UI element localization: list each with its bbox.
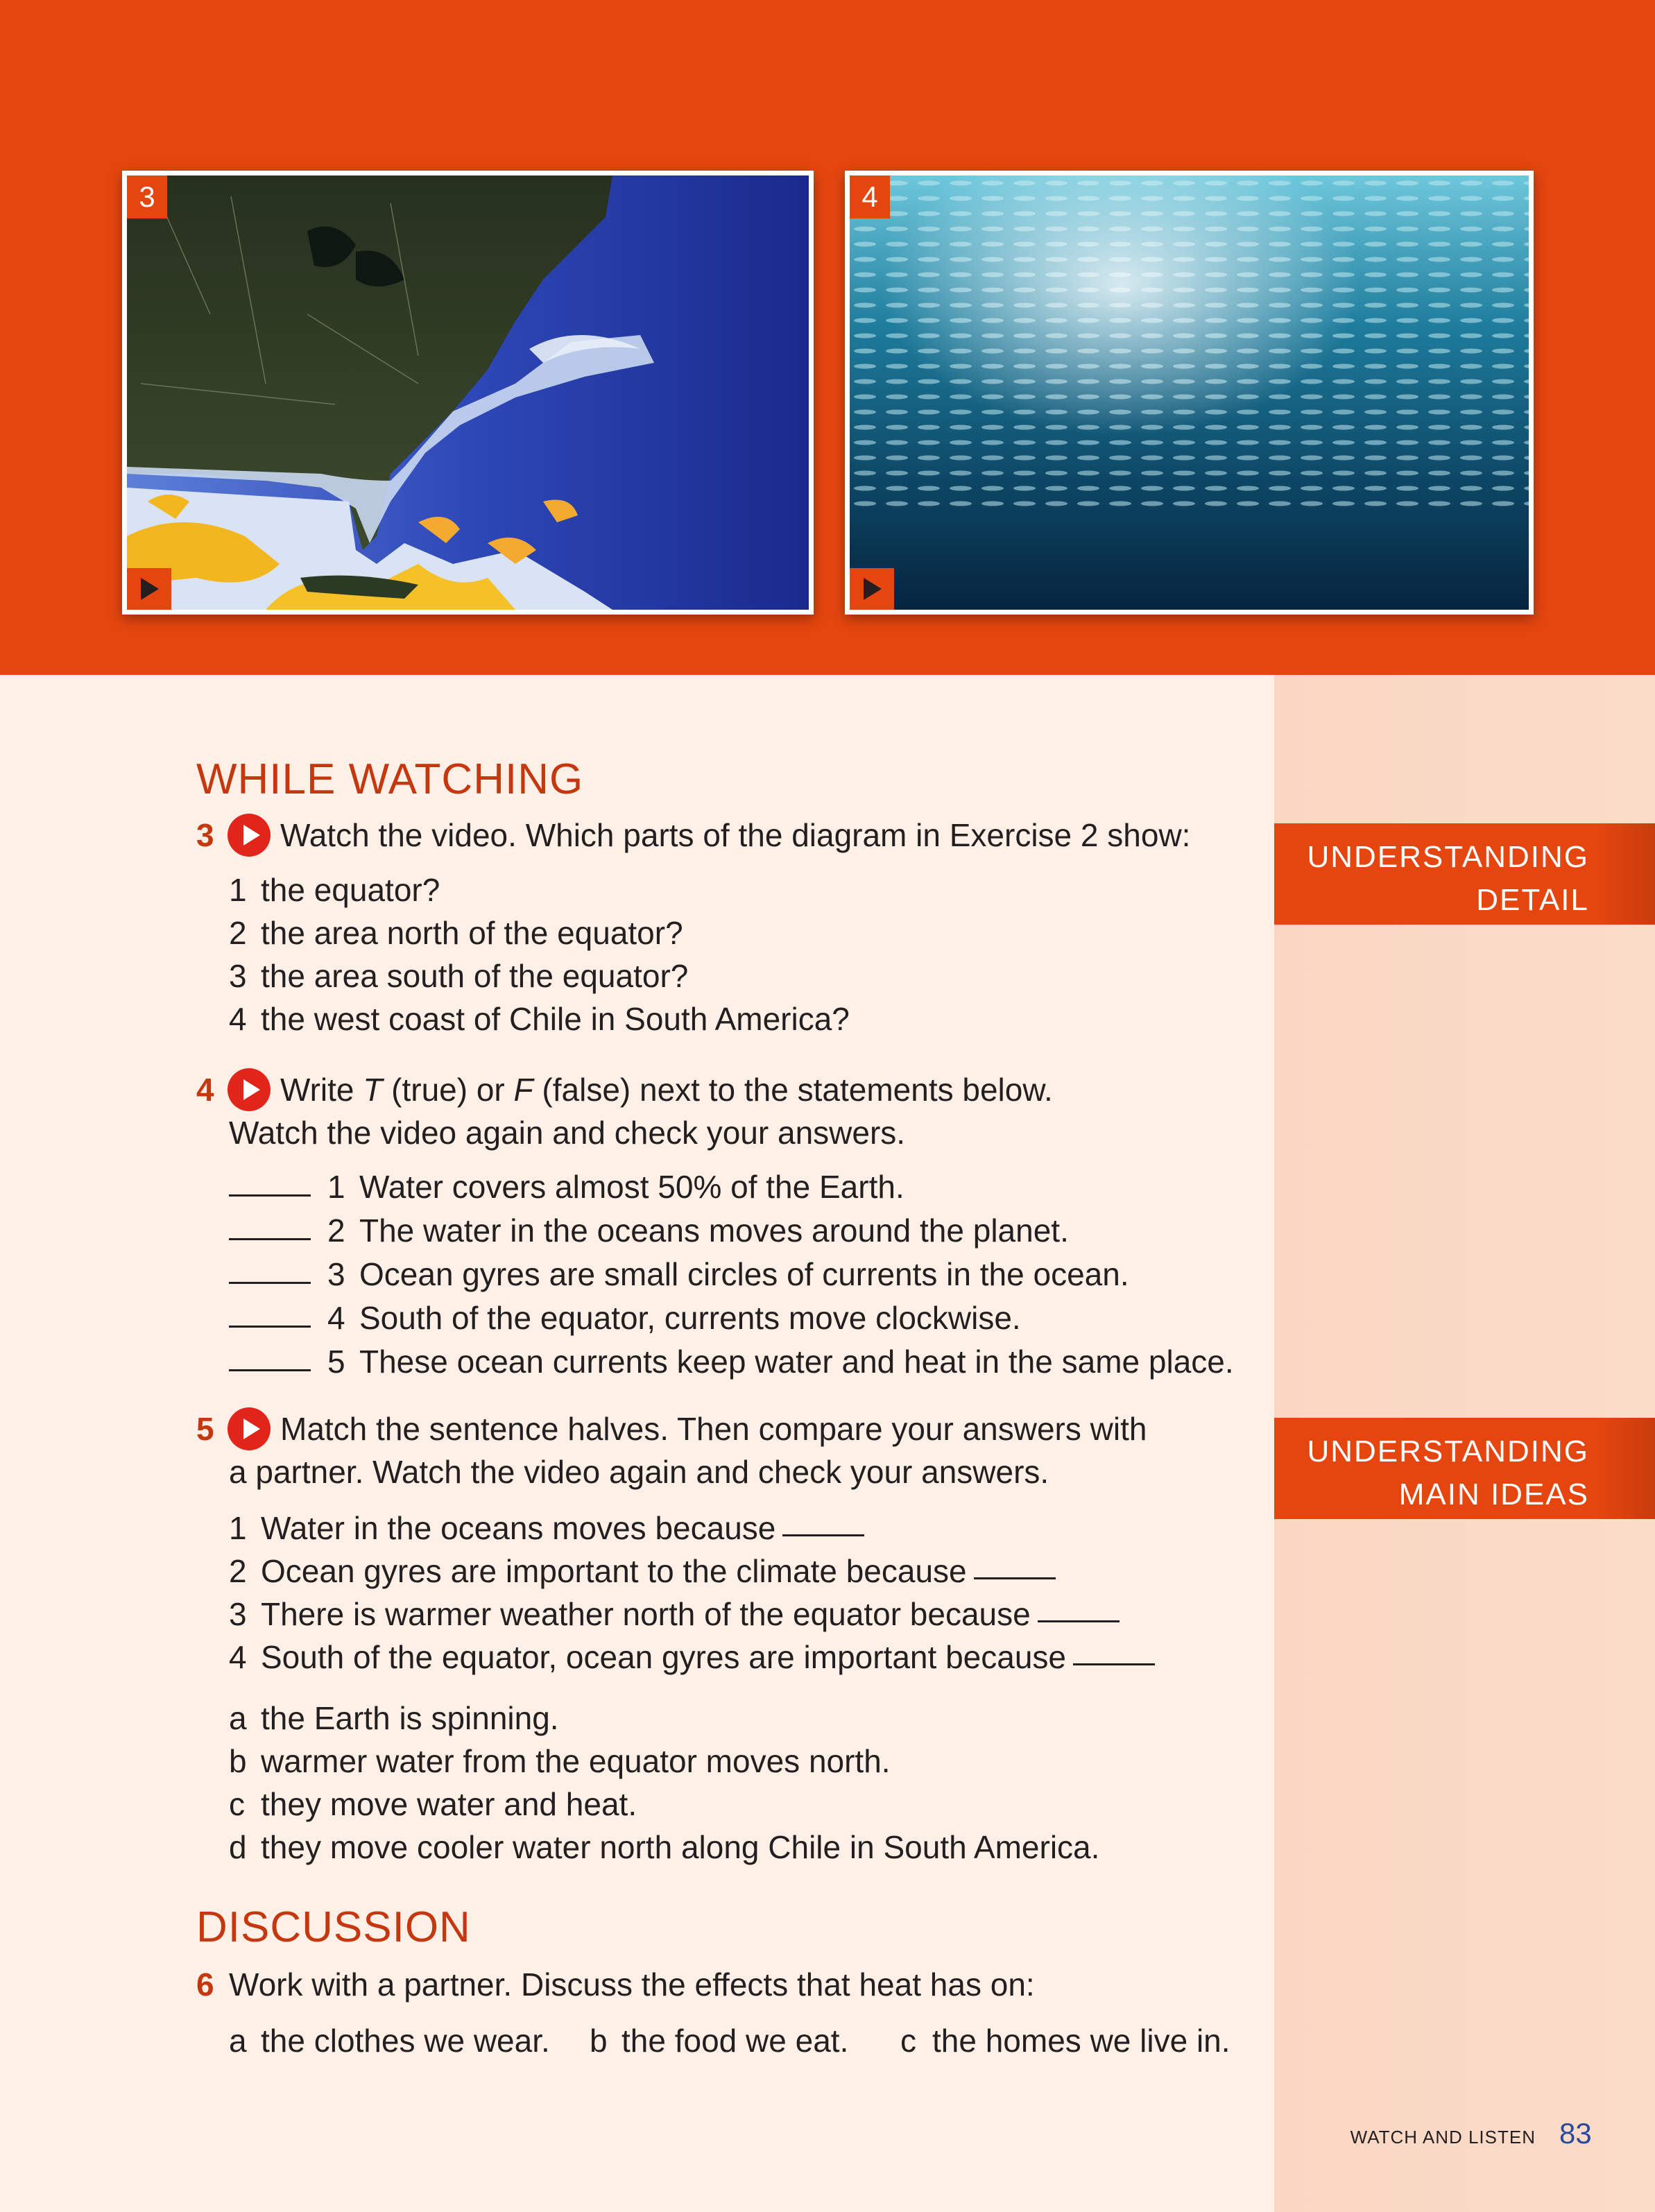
item-text: Ocean gyres are important to the climate because [261,1553,967,1589]
item-text: the food we eat. [621,2023,849,2059]
section-footer-label: WATCH AND LISTEN [1350,2127,1536,2147]
item-text: The water in the oceans moves around the planet. [359,1212,1069,1249]
answer-blank[interactable] [229,1194,311,1197]
item-number: 1 [229,872,247,908]
item-number: 4 [229,1001,247,1037]
list-item [229,1740,891,1783]
side-tab-label: UNDERSTANDING [1307,1434,1589,1468]
item-number: 2 [229,1553,247,1589]
item-number: 2 [229,915,247,951]
video-still-4[interactable] [845,171,1534,615]
item-number: 5 [327,1344,345,1380]
while-watching-heading: WHILE WATCHING [196,755,584,803]
exercise-3-number: 3 [196,817,214,853]
exercise-5-instruction-line2: a partner. Watch the video again and check your answers. [229,1454,1049,1490]
answer-blank[interactable] [229,1369,311,1371]
exercise-4-number: 4 [196,1072,214,1108]
item-text: warmer water from the equator moves north. [261,1743,891,1779]
side-tab-label: DETAIL [1476,883,1589,917]
item-letter: d [229,1829,247,1865]
item-text: the area north of the equator? [261,915,683,951]
item-number: 1 [229,1510,247,1546]
list-item [229,1636,1155,1679]
list-item [327,1253,1129,1296]
item-letter: a [229,1700,247,1736]
page-number: 83 [1559,2117,1592,2150]
list-item [229,1550,1056,1593]
list-item [229,911,683,954]
video-play-icon[interactable] [850,568,894,610]
answer-blank[interactable] [1073,1663,1155,1665]
photo-number-3: 3 [127,175,167,218]
side-tab-understanding-detail [1274,823,1655,925]
list-item [229,1783,637,1826]
item-number: 3 [229,1596,247,1632]
exercise-6-instruction: Work with a partner. Discuss the effects that heat has on: [229,1966,1035,2003]
item-text: the homes we live in. [932,2023,1230,2059]
instruction-text: T [363,1072,383,1108]
item-letter: a [229,2023,247,2059]
answer-blank[interactable] [229,1282,311,1284]
exercise-5-number: 5 [196,1411,214,1447]
answer-blank[interactable] [782,1534,864,1536]
ocean-currents-map-image [127,175,809,610]
photo-number-4: 4 [850,175,890,218]
list-item [229,954,688,997]
item-text: the Earth is spinning. [261,1700,559,1736]
item-text: they move cooler water north along Chile in South America. [261,1829,1100,1865]
video-still-3[interactable] [122,171,814,615]
item-text: Water covers almost 50% of the Earth. [359,1169,904,1205]
side-tab-understanding-main-ideas [1274,1418,1655,1519]
exercise-4-instruction-line2: Watch the video again and check your answers. [229,1115,906,1151]
instruction-text: (true) or [382,1072,514,1108]
exercise-3-instruction: Watch the video. Which parts of the diagram in Exercise 2 show: [280,817,1191,853]
item-text: they move water and heat. [261,1786,637,1822]
item-text: These ocean currents keep water and heat in the same place. [359,1344,1234,1380]
item-text: the equator? [261,872,440,908]
item-text: Ocean gyres are small circles of currents in the ocean. [359,1256,1129,1292]
item-letter: b [229,1743,247,1779]
answer-blank[interactable] [229,1326,311,1328]
list-item [229,997,850,1040]
list-item [229,1593,1120,1636]
item-number: 3 [229,958,247,994]
item-text: the area south of the equator? [261,958,689,994]
answer-blank[interactable] [974,1577,1056,1579]
exercise-6-number: 6 [196,1966,214,2003]
side-tab-label: MAIN IDEAS [1398,1477,1589,1511]
instruction-text: Write [280,1072,363,1108]
fish-school-image [850,175,1529,610]
list-item [900,2019,1230,2062]
item-text: Water in the oceans moves because [261,1510,776,1546]
video-play-icon[interactable] [228,1407,271,1450]
list-item [590,2019,848,2062]
item-text: South of the equator, currents move clockwise. [359,1300,1021,1336]
item-number: 3 [327,1256,345,1292]
list-item [229,1697,559,1740]
video-play-icon[interactable] [228,1068,271,1111]
list-item [327,1340,1234,1383]
item-text: There is warmer weather north of the equator because [261,1596,1031,1632]
side-tab-label: UNDERSTANDING [1307,840,1589,874]
item-number: 4 [229,1639,247,1675]
item-number: 4 [327,1300,345,1336]
item-text: the clothes we wear. [261,2023,550,2059]
instruction-text: (false) next to the statements below. [533,1072,1053,1108]
item-number: 2 [327,1212,345,1249]
instruction-text: F [513,1072,533,1108]
exercise-5-instruction: Match the sentence halves. Then compare your answers with [280,1411,1147,1447]
list-item [229,1507,864,1550]
list-item [327,1209,1069,1252]
item-number: 1 [327,1169,345,1205]
item-text: the west coast of Chile in South America? [261,1001,850,1037]
exercise-4-instruction [280,1068,1053,1111]
list-item [229,1826,1099,1869]
item-letter: c [229,1786,245,1822]
video-play-icon[interactable] [228,814,271,857]
discussion-heading: DISCUSSION [196,1903,471,1951]
item-letter: c [900,2023,916,2059]
video-play-icon[interactable] [127,568,171,610]
answer-blank[interactable] [1038,1620,1120,1622]
list-item [327,1296,1021,1339]
list-item [229,2019,550,2062]
list-item [229,868,440,911]
item-text: South of the equator, ocean gyres are important because [261,1639,1066,1675]
list-item [327,1165,904,1208]
item-letter: b [590,2023,608,2059]
answer-blank[interactable] [229,1238,311,1240]
